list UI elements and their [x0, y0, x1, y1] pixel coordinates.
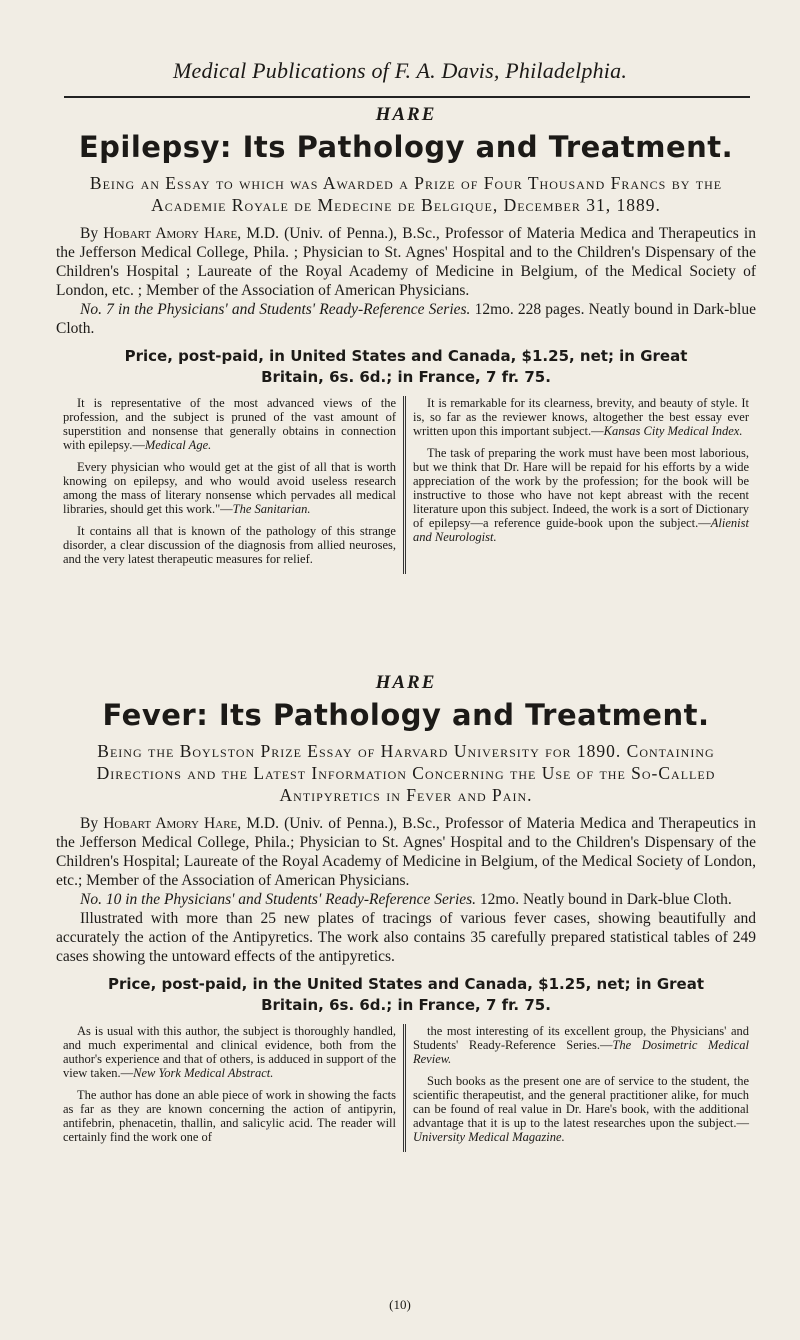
reviews-right-column [406, 1024, 756, 1152]
review-text: As is usual with this author, the subject is thoroughly handled, and much experimental and clinical evidence, both from the author's experience and that of others, is adduced in support of the view taken.— [63, 1024, 396, 1080]
review [413, 396, 749, 438]
review-source: Medical Age. [144, 438, 212, 452]
series-details: 12mo. 228 pages. Neatly bound in Dark-blue Cloth. [56, 301, 756, 337]
series-info [56, 300, 756, 338]
review-text: The task of preparing the work must have been most laborious, but we think that Dr. Hare will be repaid for his efforts by a wide appreciation of the work by the profession; for the book will be instructive to those who have not kept abreast with the recent literature upon this subject. Indeed, the work is a sort of Dictionary of epilepsy—a reference guide-book upon the subject.— [413, 446, 749, 530]
review-text: It is representative of the most advanced views of the profession, and the subject is pruned of the vast amount of superstition and nonsense that generally obtains in connection with epilepsy.— [63, 396, 396, 452]
review [413, 1024, 749, 1066]
author-name: HARE [375, 672, 437, 693]
byline-credentials: , M.D. (Univ. of Penna.), B.Sc., Professor of Materia Medica and Therapeutics in the Jefferson Medical College, Phila. ; Physician to St. Agnes' Hospital and to the Children's Dispensary of the Children's Hospital ; Laureate of the Royal Academy of Medicine in Belgium, of the Medical Society of London, etc. ; Member of the Association of American Physicians. [56, 225, 756, 299]
review-text: Every physician who would get at the gist of all that is worth knowing on epilepsy, and who would avoid useless research among the mass of literary nonsense which pervades all medical libraries, should get this work."— [63, 460, 396, 516]
reviews-right-column [406, 396, 756, 574]
author-byline [56, 224, 756, 300]
book-title: Fever: Its Pathology and Treatment. [102, 698, 710, 732]
page-number: (10) [389, 1297, 411, 1312]
series-info [56, 890, 756, 909]
byline-credentials: , M.D. (Univ. of Penna.), B.Sc., Professor of Materia Medica and Therapeutics in the Jefferson Medical College, Phila.; Physician to St. Agnes' Hospital and to the Children's Dispensary of the Children's Hospital; Laureate of the Royal Academy of Medicine in Belgium, of the Medical Society of London, etc.; Member of the Association of American Physicians. [56, 815, 756, 889]
review-source: Alienist and Neurologist. [413, 516, 749, 544]
price-line: Price, post-paid, in the United States and Canada, $1.25, net; in Great Britain, 6s. 6d.; in France, 7 fr. 75. [107, 975, 705, 1014]
book-description: Illustrated with more than 25 new plates of tracings of various fever cases, showing beautifully and accurately the action of the Antipyretics. The work also contains 35 carefully prepared statistical tables of 249 cases showing the untoward effects of the antipyretics. [56, 910, 756, 965]
author-name: HARE [375, 104, 437, 125]
review-source: University Medical Magazine. [413, 1130, 565, 1144]
review [63, 396, 396, 452]
review-text: It contains all that is known of the pathology of this strange disorder, a clear discussion of the diagnosis from allied neuroses, and the very latest therapeutic measures for relief. [63, 524, 396, 566]
book-fever [56, 672, 756, 1152]
byline-prefix: By [80, 815, 104, 832]
book-epilepsy [56, 104, 756, 574]
series-details: 12mo. Neatly bound in Dark-blue Cloth. [476, 891, 732, 908]
review-source: New York Medical Abstract. [133, 1066, 274, 1080]
byline-name: Hobart Amory Hare [103, 225, 238, 242]
review-source: The Sanitarian. [232, 502, 311, 516]
review [63, 1024, 396, 1080]
author-byline [56, 814, 756, 890]
book-title: Epilepsy: Its Pathology and Treatment. [78, 130, 734, 164]
reviews-left-column [56, 396, 406, 574]
review [413, 1074, 749, 1144]
review-source: Kansas City Medical Index. [603, 424, 743, 438]
series-title: No. 10 in the Physicians' and Students' Ready-Reference Series. [80, 891, 477, 908]
review [63, 524, 396, 566]
review [63, 460, 396, 516]
review-text: Such books as the present one are of service to the student, the scientific therapeutist, and the general practitioner alike, for much can be found of real value in Dr. Hare's book, with the additional advantage that it is up to the latest researches upon the subject.— [413, 1074, 749, 1130]
review-text: the most interesting of its excellent group, the Physicians' and Students' Ready-Reference Series.— [413, 1024, 749, 1052]
reviews [56, 1024, 756, 1152]
review-text: It is remarkable for its clearness, brevity, and beauty of style. It is, so far as the reviewer knows, altogether the best essay ever written upon this important subject.— [413, 396, 749, 438]
review-source: The Dosimetric Medical Review. [413, 1038, 749, 1066]
byline-name: Hobart Amory Hare [103, 815, 238, 832]
price-line: Price, post-paid, in United States and Canada, $1.25, net; in Great Britain, 6s. 6d.; in France, 7 fr. 75. [124, 347, 688, 386]
review [413, 446, 749, 544]
byline-prefix: By [80, 225, 104, 242]
review-text: The author has done an able piece of work in showing the facts as far as they are known concerning the action of antipyrin, antifebrin, phenacetin, thallin, and salicylic acid. The reader will certainly find the work one of [63, 1088, 396, 1144]
reviews [56, 396, 756, 574]
header-rule [64, 96, 750, 98]
book-subtitle: Being the Boylston Prize Essay of Harvard University for 1890. Containing Directions and the Latest Information Concerning the Use of the So-Called Antipyretics in Fever and Pain. [96, 741, 716, 805]
running-head: Medical Publications of F. A. Davis, Philadelphia. [172, 58, 628, 83]
reviews-left-column [56, 1024, 406, 1152]
review [63, 1088, 396, 1144]
book-subtitle: Being an Essay to which was Awarded a Prize of Four Thousand Francs by the Academie Royale de Medecine de Belgique, December 31, 1889. [89, 173, 723, 215]
series-title: No. 7 in the Physicians' and Students' Ready-Reference Series. [80, 301, 471, 318]
